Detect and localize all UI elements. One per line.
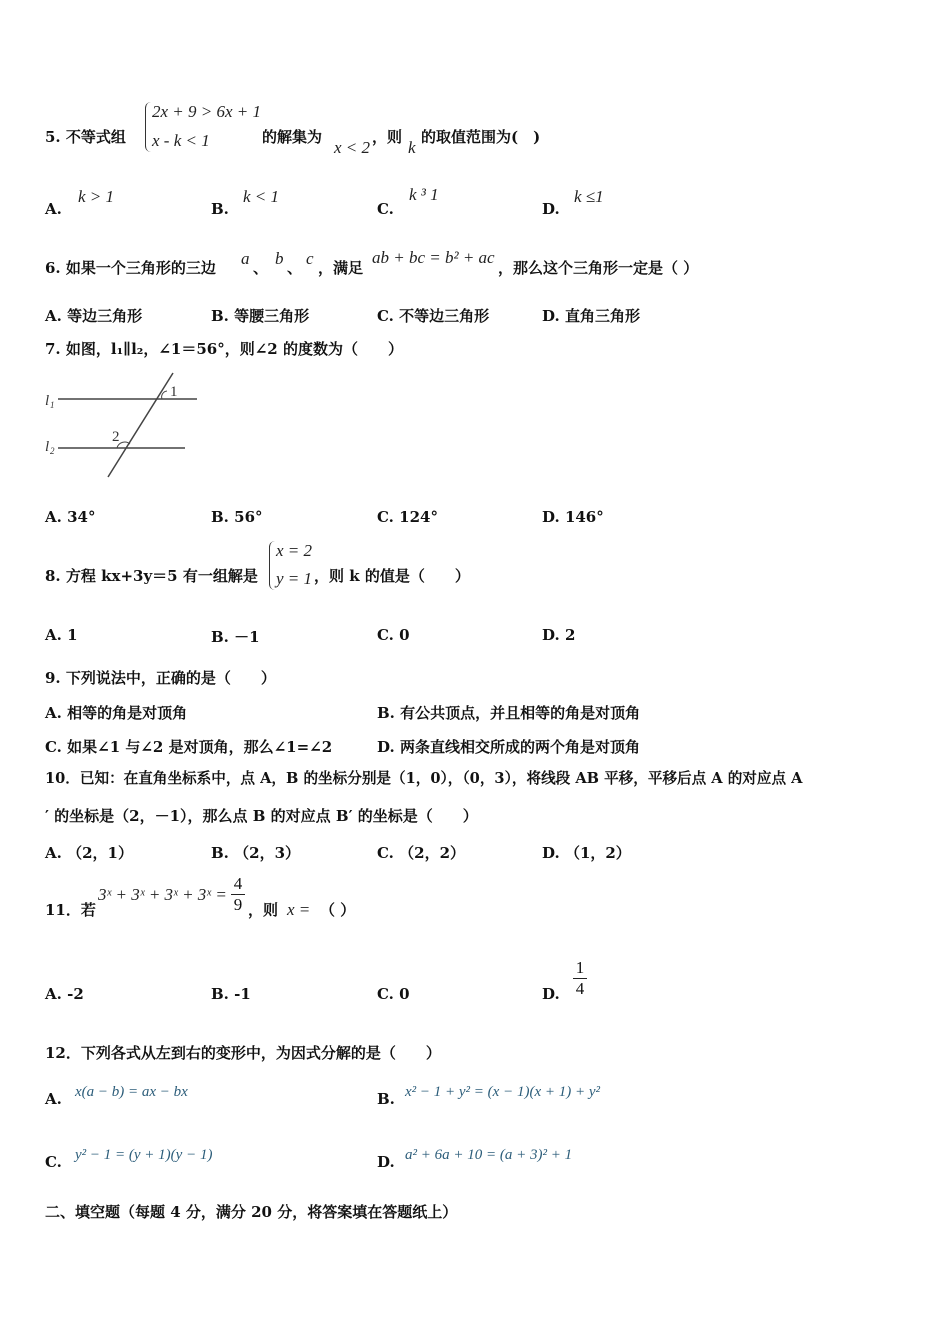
l1-subscript: 1 bbox=[50, 400, 55, 410]
q5-system-line1: 2x + 9 > 6x + 1 bbox=[152, 102, 262, 121]
q5-mid: 的解集为 bbox=[262, 128, 323, 146]
q6-side-a: a bbox=[241, 249, 250, 268]
q6-number: 6. 如果一个三角形的三边 bbox=[45, 259, 216, 277]
q11-option-d-letter: D. bbox=[542, 985, 560, 1003]
q5-option-d: k ≤1 bbox=[574, 187, 604, 206]
q6-mid: ，满足 bbox=[318, 259, 364, 277]
l1-label: l bbox=[45, 393, 50, 409]
q11-option-a: A. -2 bbox=[45, 985, 84, 1003]
q12-option-c-letter: C. bbox=[45, 1153, 62, 1171]
angle-1-arc bbox=[162, 391, 167, 399]
q5-condition: x < 2 bbox=[334, 138, 371, 157]
q8-option-d: D. 2 bbox=[542, 626, 576, 644]
q8-option-b: B. －1 bbox=[211, 628, 260, 646]
l2-subscript: 2 bbox=[50, 446, 55, 456]
q8-tail: ，则 k 的值是（ ） bbox=[314, 567, 470, 585]
q5-option-b: k < 1 bbox=[243, 187, 280, 206]
q6-tail: ，那么这个三角形一定是（ ） bbox=[498, 259, 699, 277]
q9-option-a: A. 相等的角是对顶角 bbox=[45, 704, 188, 722]
q10-stem-line1: 10．已知：在直角坐标系中，点 A，B 的坐标分别是（1，0），（0，3），将线段 AB 平移，平移后点 A 的对应点 A bbox=[45, 770, 803, 787]
q7-option-a: A. 34° bbox=[45, 508, 96, 526]
q6-equation: ab + bc = b² + ac bbox=[372, 248, 495, 267]
q12-stem: 12．下列各式从左到右的变形中，为因式分解的是（ ） bbox=[45, 1044, 441, 1062]
q11-lhs: 3ˣ + 3ˣ + 3ˣ + 3ˣ = bbox=[98, 885, 227, 904]
q12-option-d-letter: D. bbox=[377, 1153, 395, 1171]
q11-option-c: C. 0 bbox=[377, 985, 410, 1003]
angle-2-label: 2 bbox=[112, 429, 120, 445]
q5-option-b-letter: B. bbox=[211, 200, 229, 218]
q6-option-b: B. 等腰三角形 bbox=[211, 307, 310, 325]
q5-option-a: k > 1 bbox=[78, 187, 115, 206]
q11-end: （ ） bbox=[320, 901, 356, 919]
q7-option-c: C. 124° bbox=[377, 508, 438, 526]
q7-figure bbox=[40, 365, 210, 485]
q12-option-d: a² + 6a + 10 = (a + 3)² + 1 bbox=[405, 1147, 573, 1163]
q9-option-b: B. 有公共顶点，并且相等的角是对顶角 bbox=[377, 704, 641, 722]
q7-option-d: D. 146° bbox=[542, 508, 604, 526]
q8-system-line1: x = 2 bbox=[276, 541, 313, 560]
q5-tail: 的取值范围为( ) bbox=[421, 128, 541, 146]
q5-system-line2: x - k < 1 bbox=[152, 131, 210, 150]
q8-stem: 8. 方程 kx+3y＝5 有一组解是 bbox=[45, 567, 258, 585]
q6-side-b: b bbox=[275, 249, 284, 268]
q11-var: x = bbox=[287, 900, 311, 919]
q10-option-b: B. （2，3） bbox=[211, 844, 301, 862]
q11-option-b: B. -1 bbox=[211, 985, 251, 1003]
q9-option-c: C. 如果∠1 与∠2 是对顶角，那么∠1=∠2 bbox=[45, 738, 333, 756]
angle-1-label: 1 bbox=[170, 384, 178, 400]
q5-option-c-letter: C. bbox=[377, 200, 394, 218]
q7-stem: 7. 如图，l₁∥l₂，∠1＝56°，则∠2 的度数为（ ） bbox=[45, 340, 403, 358]
q12-option-b: x² − 1 + y² = (x − 1)(x + 1) + y² bbox=[405, 1084, 600, 1100]
q11-fraction bbox=[231, 874, 245, 915]
q5-var: k bbox=[408, 138, 416, 157]
q10-stem-line2: ′ 的坐标是（2，－1），那么点 B 的对应点 B′ 的坐标是（ ） bbox=[45, 807, 478, 825]
q6-option-c: C. 不等边三角形 bbox=[377, 307, 490, 325]
q12-option-c: y² − 1 = (y + 1)(y − 1) bbox=[75, 1147, 213, 1163]
q11-option-d-num: 1 bbox=[575, 958, 585, 977]
q11-option-d-den: 4 bbox=[573, 978, 587, 999]
q8-option-c: C. 0 bbox=[377, 626, 410, 644]
q6-sep-2: 、 bbox=[287, 259, 303, 277]
q11-tail: ，则 bbox=[248, 901, 279, 919]
q11-fraction-num: 4 bbox=[233, 874, 243, 893]
l2-label: l bbox=[45, 439, 50, 455]
q6-option-d: D. 直角三角形 bbox=[542, 307, 640, 325]
transversal-line bbox=[108, 373, 173, 477]
section-2-heading: 二、填空题（每题 4 分，满分 20 分，将答案填在答题纸上） bbox=[45, 1203, 458, 1221]
q8-brace bbox=[269, 541, 276, 590]
q6-sep-1: 、 bbox=[253, 259, 269, 277]
q9-option-d: D. 两条直线相交所成的两个角是对顶角 bbox=[377, 738, 640, 756]
q6-side-c: c bbox=[306, 249, 314, 268]
q11-option-d-fraction bbox=[573, 958, 587, 999]
q12-option-a: x(a − b) = ax − bx bbox=[75, 1084, 188, 1100]
q11-fraction-den: 9 bbox=[231, 894, 245, 915]
q11-lead: 11．若 bbox=[45, 901, 96, 919]
q5-option-d-letter: D. bbox=[542, 200, 560, 218]
q12-option-b-letter: B. bbox=[377, 1090, 395, 1108]
q9-stem: 9. 下列说法中，正确的是（ ） bbox=[45, 669, 276, 687]
q5-then: ，则 bbox=[372, 128, 403, 146]
q10-option-d: D. （1，2） bbox=[542, 844, 631, 862]
q10-option-a: A. （2，1） bbox=[45, 844, 133, 862]
q8-system-line2: y = 1 bbox=[276, 569, 313, 588]
q12-option-a-letter: A. bbox=[45, 1090, 62, 1108]
q6-option-a: A. 等边三角形 bbox=[45, 307, 143, 325]
q5-number: 5. 不等式组 bbox=[45, 128, 126, 146]
q10-option-c: C. （2，2） bbox=[377, 844, 466, 862]
q8-option-a: A. 1 bbox=[45, 626, 78, 644]
q5-option-c: k ³ 1 bbox=[409, 185, 439, 204]
q5-option-a-letter: A. bbox=[45, 200, 62, 218]
q7-option-b: B. 56° bbox=[211, 508, 263, 526]
q5-brace bbox=[145, 102, 152, 152]
